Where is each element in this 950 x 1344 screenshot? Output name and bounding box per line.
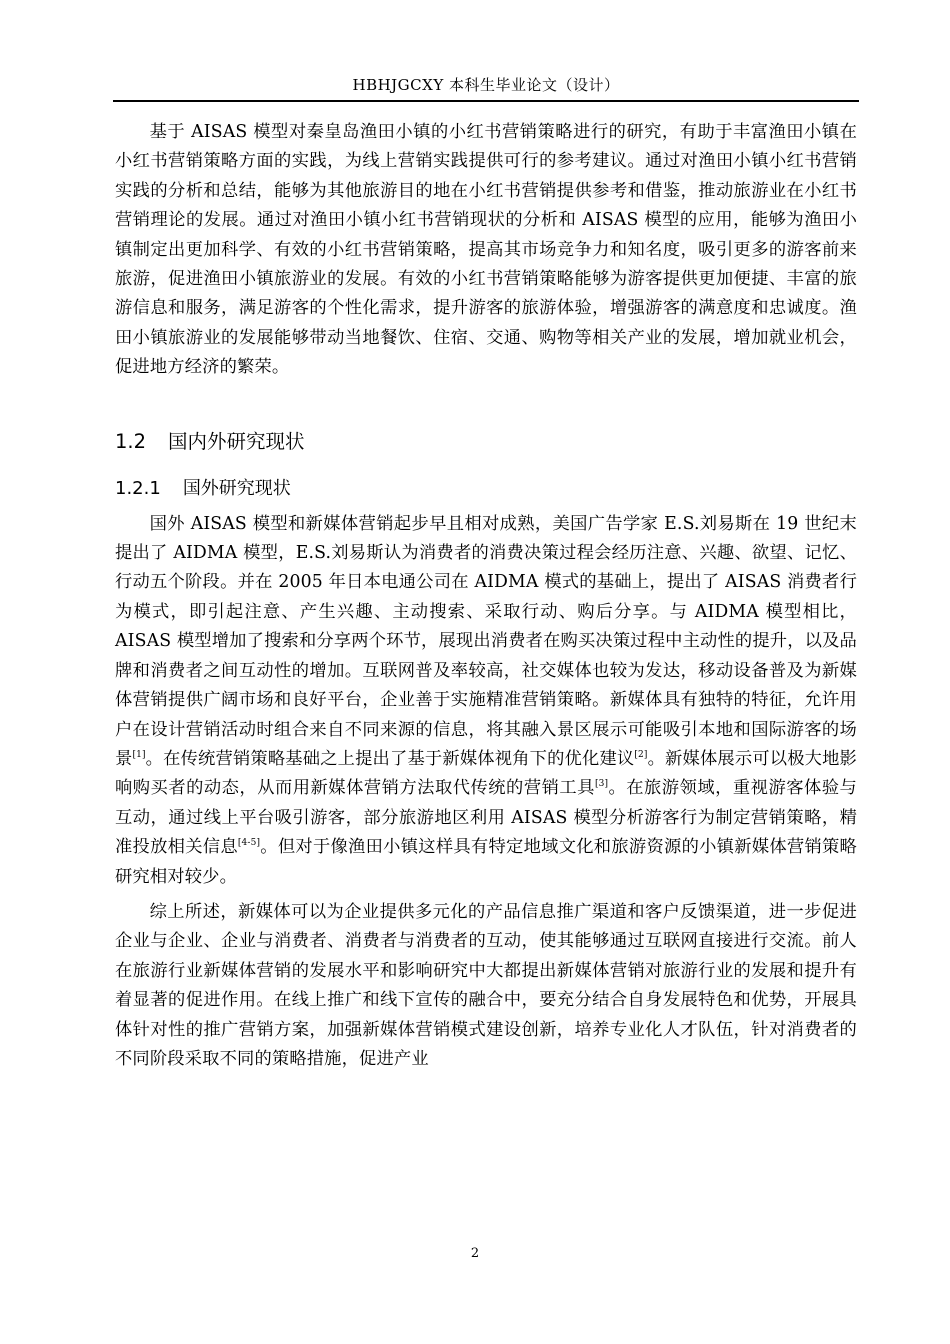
citation-ref: [1] <box>132 749 146 760</box>
citation-ref: [4-5] <box>237 838 261 849</box>
page-body <box>115 118 857 1074</box>
citation-ref: [3] <box>594 779 609 790</box>
page-number: 2 <box>470 1246 480 1261</box>
citation-ref: [2] <box>634 749 648 760</box>
paragraph-text: 国外 AISAS 模型和新媒体营销起步早且相对成熟，美国广告学家 E.S.刘易斯在 19 世纪末提出了 AIDMA 模型，E.S.刘易斯认为消费者的消费决策过程会经历注意、兴趣、欲望、记忆、行动五个阶段。并在 2005 年日本电通公司在 AIDMA 模式的基础上，提出了 AISAS 消费者行为模式，即引起注意、产生兴趣、主动搜索、采取行动、购后分享。与 AIDMA 模型相比，AISAS 模型增加了搜索和分享两个环节，展现出消费者在购买决策过程中主动性的提升，以及品牌和消费者之间互动性的增加。互联网普及率较高，社交媒体也较为发达，移动设备普及为新媒体营销提供广阔市场和良好平台，企业善于实施精准营销策略。新媒体具有独特的特征，允许用户在设计营销活动时组合来自不同来源的信息，将其融入景区展示可能吸引本地和国际游客的场景 <box>115 513 857 769</box>
paragraph-text: 。在传统营销策略基础之上提出了基于新媒体视角下的优化建议 <box>145 748 635 769</box>
subsection-heading <box>115 474 857 504</box>
section-title: 国内外研究现状 <box>168 429 305 453</box>
header-divider <box>113 100 859 102</box>
section-number: 1.2 <box>115 429 147 453</box>
subsection-title: 国外研究现状 <box>182 477 291 499</box>
foreign-research-paragraph <box>115 510 857 892</box>
paragraph-text: 。新媒体展示可以极大地影响购买者的动态，从而用新媒体营销方法取代传统的营销工具 <box>115 748 857 799</box>
intro-paragraph: 基于 AISAS 模型对秦皇岛渔田小镇的小红书营销策略进行的研究，有助于丰富渔田小镇在小红书营销策略方面的实践，为线上营销实践提供可行的参考建议。通过对渔田小镇小红书营销实践的分析和总结，能够为其他旅游目的地在小红书营销提供参考和借鉴，推动旅游业在小红书营销理论的发展。通过对渔田小镇小红书营销现状的分析和 AISAS 模型的应用，能够为渔田小镇制定出更加科学、有效的小红书营销策略，提高其市场竞争力和知名度，吸引更多的游客前来旅游，促进渔田小镇旅游业的发展。有效的小红书营销策略能够为游客提供更加便捷、丰富的旅游信息和服务，满足游客的个性化需求，提升游客的旅游体验，增强游客的满意度和忠诚度。渔田小镇旅游业的发展能够带动当地餐饮、住宿、交通、购物等相关产业的发展，增加就业机会，促进地方经济的繁荣。 <box>115 122 857 378</box>
section-heading <box>115 427 857 457</box>
paragraph-text: 。在旅游领域，重视游客体验与互动，通过线上平台吸引游客，部分旅游地区利用 AISAS 模型分析游客行为制定营销策略，精准投放相关信息 <box>115 778 857 858</box>
page-header: HBHJGCXY 本科生毕业论文（设计） <box>352 76 620 94</box>
summary-paragraph: 综上所述，新媒体可以为企业提供多元化的产品信息推广渠道和客户反馈渠道，进一步促进企业与企业、企业与消费者、消费者与消费者的互动，使其能够通过互联网直接进行交流。前人在旅游行业新媒体营销的发展水平和影响研究中大都提出新媒体营销对旅游行业的发展和提升有着显著的促进作用。在线上推广和线下宣传的融合中，要充分结合自身发展特色和优势，开展具体针对性的推广营销方案，加强新媒体营销模式建设创新，培养专业化人才队伍，针对消费者的不同阶段采取不同的策略措施，促进产业 <box>115 901 857 1069</box>
paragraph-text: 。但对于像渔田小镇这样具有特定地域文化和旅游资源的小镇新媒体营销策略研究相对较少。 <box>115 837 857 887</box>
subsection-number: 1.2.1 <box>115 477 161 499</box>
